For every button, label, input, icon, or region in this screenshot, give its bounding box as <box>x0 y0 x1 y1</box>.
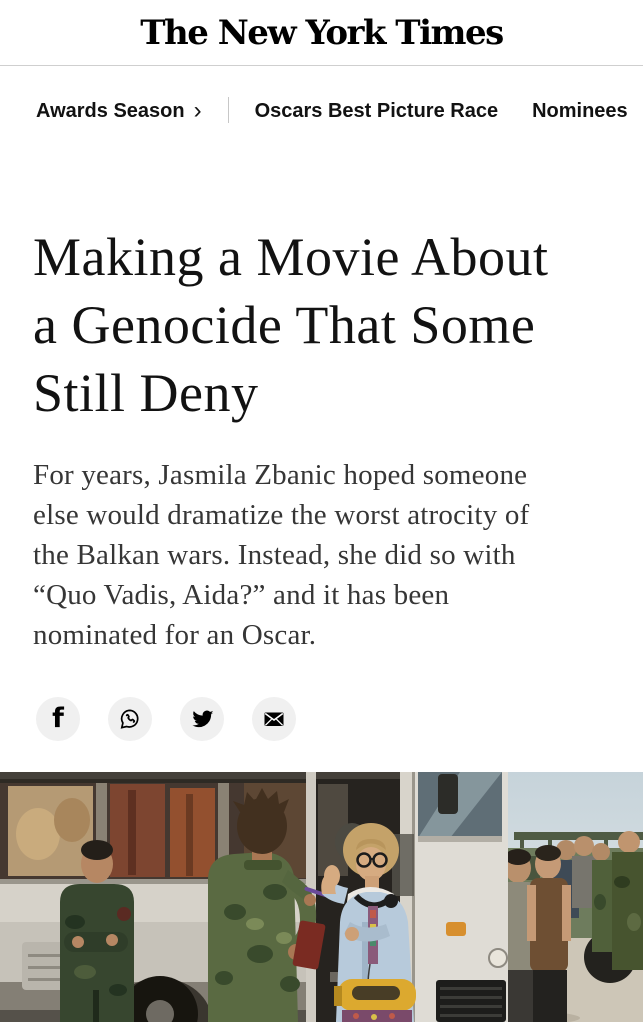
whatsapp-icon <box>118 707 142 731</box>
summary-line: “Quo Vadis, Aida?” and it has been <box>33 579 450 611</box>
headline-line: Making a Movie About <box>33 227 549 287</box>
twitter-icon <box>191 708 214 731</box>
share-facebook-button[interactable] <box>36 697 80 741</box>
share-bar <box>36 697 643 741</box>
section-nav <box>0 66 643 123</box>
nav-divider <box>228 97 229 124</box>
headline-line: Still Deny <box>33 363 259 423</box>
share-email-button[interactable] <box>252 697 296 741</box>
masthead <box>0 0 643 66</box>
summary-line: the Balkan wars. Instead, she did so with <box>33 539 516 571</box>
article-summary <box>33 455 610 655</box>
nav-item-awards-season[interactable] <box>36 96 202 123</box>
nav-item-nominees[interactable]: Nominees <box>532 100 628 122</box>
nav-item-oscars-best-picture-race[interactable]: Oscars Best Picture Race <box>254 100 499 122</box>
article-photo <box>0 772 643 1022</box>
chevron-right-icon: › <box>193 96 202 123</box>
share-twitter-button[interactable] <box>180 697 224 741</box>
summary-line: nominated for an Oscar. <box>33 619 317 651</box>
share-whatsapp-button[interactable] <box>108 697 152 741</box>
article <box>0 223 643 1022</box>
film-set-photo-illustration <box>0 772 643 1022</box>
headline <box>33 223 610 427</box>
nav-item-label: Awards Season <box>36 100 185 122</box>
headline-line: a Genocide That Some <box>33 295 536 355</box>
summary-line: else would dramatize the worst atrocity of <box>33 499 530 531</box>
summary-line: For years, Jasmila Zbanic hoped someone <box>33 459 528 491</box>
nyt-logo[interactable]: The New York Times <box>140 12 503 53</box>
email-icon <box>262 707 286 731</box>
facebook-icon: f <box>52 702 64 734</box>
